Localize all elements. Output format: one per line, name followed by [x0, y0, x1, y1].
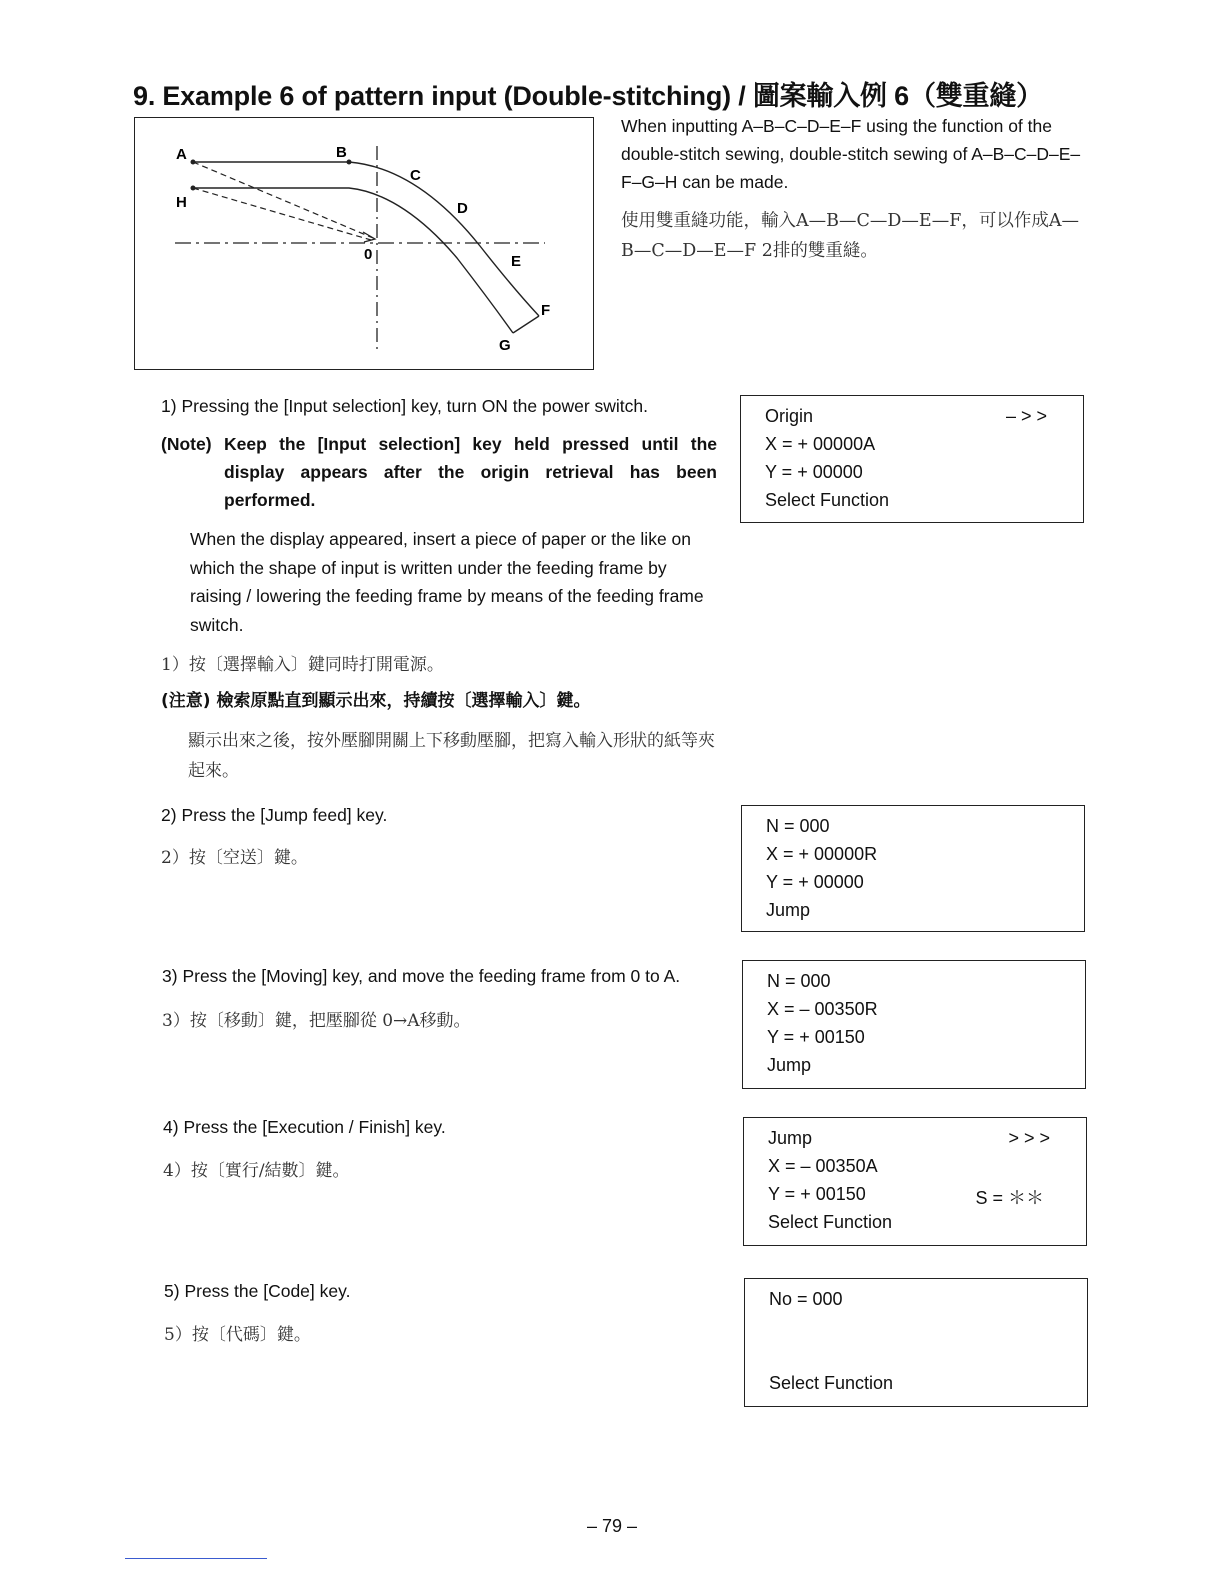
point-h: [191, 186, 196, 191]
display-2-line-3: Y = + 00000: [766, 872, 864, 892]
step-2-text: Press the [Jump feed] key.: [181, 805, 388, 825]
point-a: [191, 160, 196, 165]
display-4-arrow: > > >: [1008, 1128, 1050, 1148]
label-h: H: [176, 194, 187, 211]
page-title: 9. Example 6 of pattern input (Double-stitching) / 圖案輸入例 6（雙重縫）: [133, 81, 1043, 111]
label-origin: 0: [364, 246, 373, 263]
note-chinese: (注意) 檢索原點直到顯示出來，持續按〔選擇輸入〕鍵。: [161, 691, 591, 711]
display-4: [743, 1117, 1087, 1246]
step-4-chinese: 4）按〔實行/結數〕鍵。: [163, 1161, 350, 1181]
display-1: [740, 395, 1084, 523]
display-3-line-4: Jump: [767, 1055, 812, 1075]
a-origin-guide: [193, 162, 373, 238]
paragraph-chinese: 顯示出來之後，按外壓腳開關上下移動壓腳，把寫入輸入形狀的紙等夾起來。: [188, 731, 715, 781]
display-4-line-4: Select Function: [768, 1212, 893, 1232]
label-d: D: [457, 200, 468, 217]
pattern-diagram: [135, 118, 595, 371]
display-1-line-2: X = + 00000A: [765, 434, 876, 454]
label-b: B: [336, 144, 347, 161]
note-label: (Note): [161, 434, 212, 454]
display-4-line-2: X = – 00350A: [768, 1156, 878, 1176]
note-text: Keep the [Input selection] key held pressed until the display appears after the origin retrieval has been performed.: [224, 434, 717, 510]
step-1-text: Pressing the [Input selection] key, turn ON the power switch.: [181, 396, 648, 416]
step-3: [162, 962, 680, 990]
step-1-paragraph: When the display appeared, insert a piece of paper or the like on which the shape of input is written under the feeding frame by raising / lowering the feeding frame by means of the feeding frame switch.: [190, 529, 704, 635]
footer-rule: [125, 1558, 267, 1559]
display-3-line-3: Y = + 00150: [767, 1027, 865, 1047]
display-1-line-3: Y = + 00000: [765, 462, 863, 482]
intro-english: When inputting A–B–C–D–E–F using the function of the double-stitch sewing, double-stitch sewing of A–B–C–D–E–F–G–H can be made.: [621, 116, 1081, 192]
step-3-text: Press the [Moving] key, and move the feeding frame from 0 to A.: [182, 966, 681, 986]
label-e: E: [511, 253, 522, 270]
label-g: G: [499, 337, 511, 354]
step-5: [164, 1277, 350, 1305]
label-c: C: [410, 167, 421, 184]
step-1-chinese: 1）按〔選擇輸入〕鍵同時打開電源。: [161, 655, 444, 675]
step-1: [161, 392, 648, 420]
display-4-status: S = ＊＊: [975, 1188, 1044, 1208]
display-2-line-2: X = + 00000R: [766, 844, 878, 864]
label-a: A: [176, 146, 187, 163]
point-b: [347, 160, 352, 165]
display-4-line-1: Jump: [768, 1128, 813, 1148]
step-3-number: 3): [162, 966, 178, 986]
page-number: – 79 –: [586, 1516, 638, 1536]
display-5: [744, 1278, 1088, 1407]
step-4: [163, 1113, 446, 1141]
step-3-chinese: 3）按〔移動〕鍵，把壓腳從 0→A移動。: [162, 1011, 471, 1031]
display-3-line-1: N = 000: [767, 971, 831, 991]
display-5-line-1: No = 000: [769, 1289, 843, 1309]
display-2-line-1: N = 000: [766, 816, 830, 836]
step-4-number: 4): [163, 1117, 179, 1137]
display-5-line-4: Select Function: [769, 1373, 894, 1393]
step-2-chinese: 2）按〔空送〕鍵。: [161, 848, 308, 868]
display-1-arrow: – > >: [1005, 406, 1047, 426]
pattern-figure: [134, 117, 594, 370]
f-g-connector: [513, 316, 539, 333]
step-5-text: Press the [Code] key.: [184, 1281, 351, 1301]
step-5-chinese: 5）按〔代碼〕鍵。: [164, 1325, 311, 1345]
origin-arrow: [363, 232, 375, 242]
display-3-line-2: X = – 00350R: [767, 999, 878, 1019]
intro-chinese: 使用雙重縫功能，輸入A—B—C—D—E—F，可以作成A—B—C—D—E—F 2排的雙重縫。: [621, 211, 1079, 261]
display-2: [741, 805, 1085, 932]
h-origin-guide: [193, 188, 371, 240]
display-1-line-4: Select Function: [765, 490, 890, 510]
display-2-line-4: Jump: [766, 900, 811, 920]
step-2-number: 2): [161, 805, 177, 825]
step-2: [161, 801, 387, 829]
note-block: [161, 430, 717, 510]
step-5-number: 5): [164, 1281, 180, 1301]
display-3: [742, 960, 1086, 1089]
step-1-number: 1): [161, 396, 177, 416]
label-f: F: [541, 302, 551, 319]
display-1-line-1: Origin: [765, 406, 814, 426]
step-4-text: Press the [Execution / Finish] key.: [183, 1117, 446, 1137]
display-4-line-3: Y = + 00150: [768, 1184, 866, 1204]
